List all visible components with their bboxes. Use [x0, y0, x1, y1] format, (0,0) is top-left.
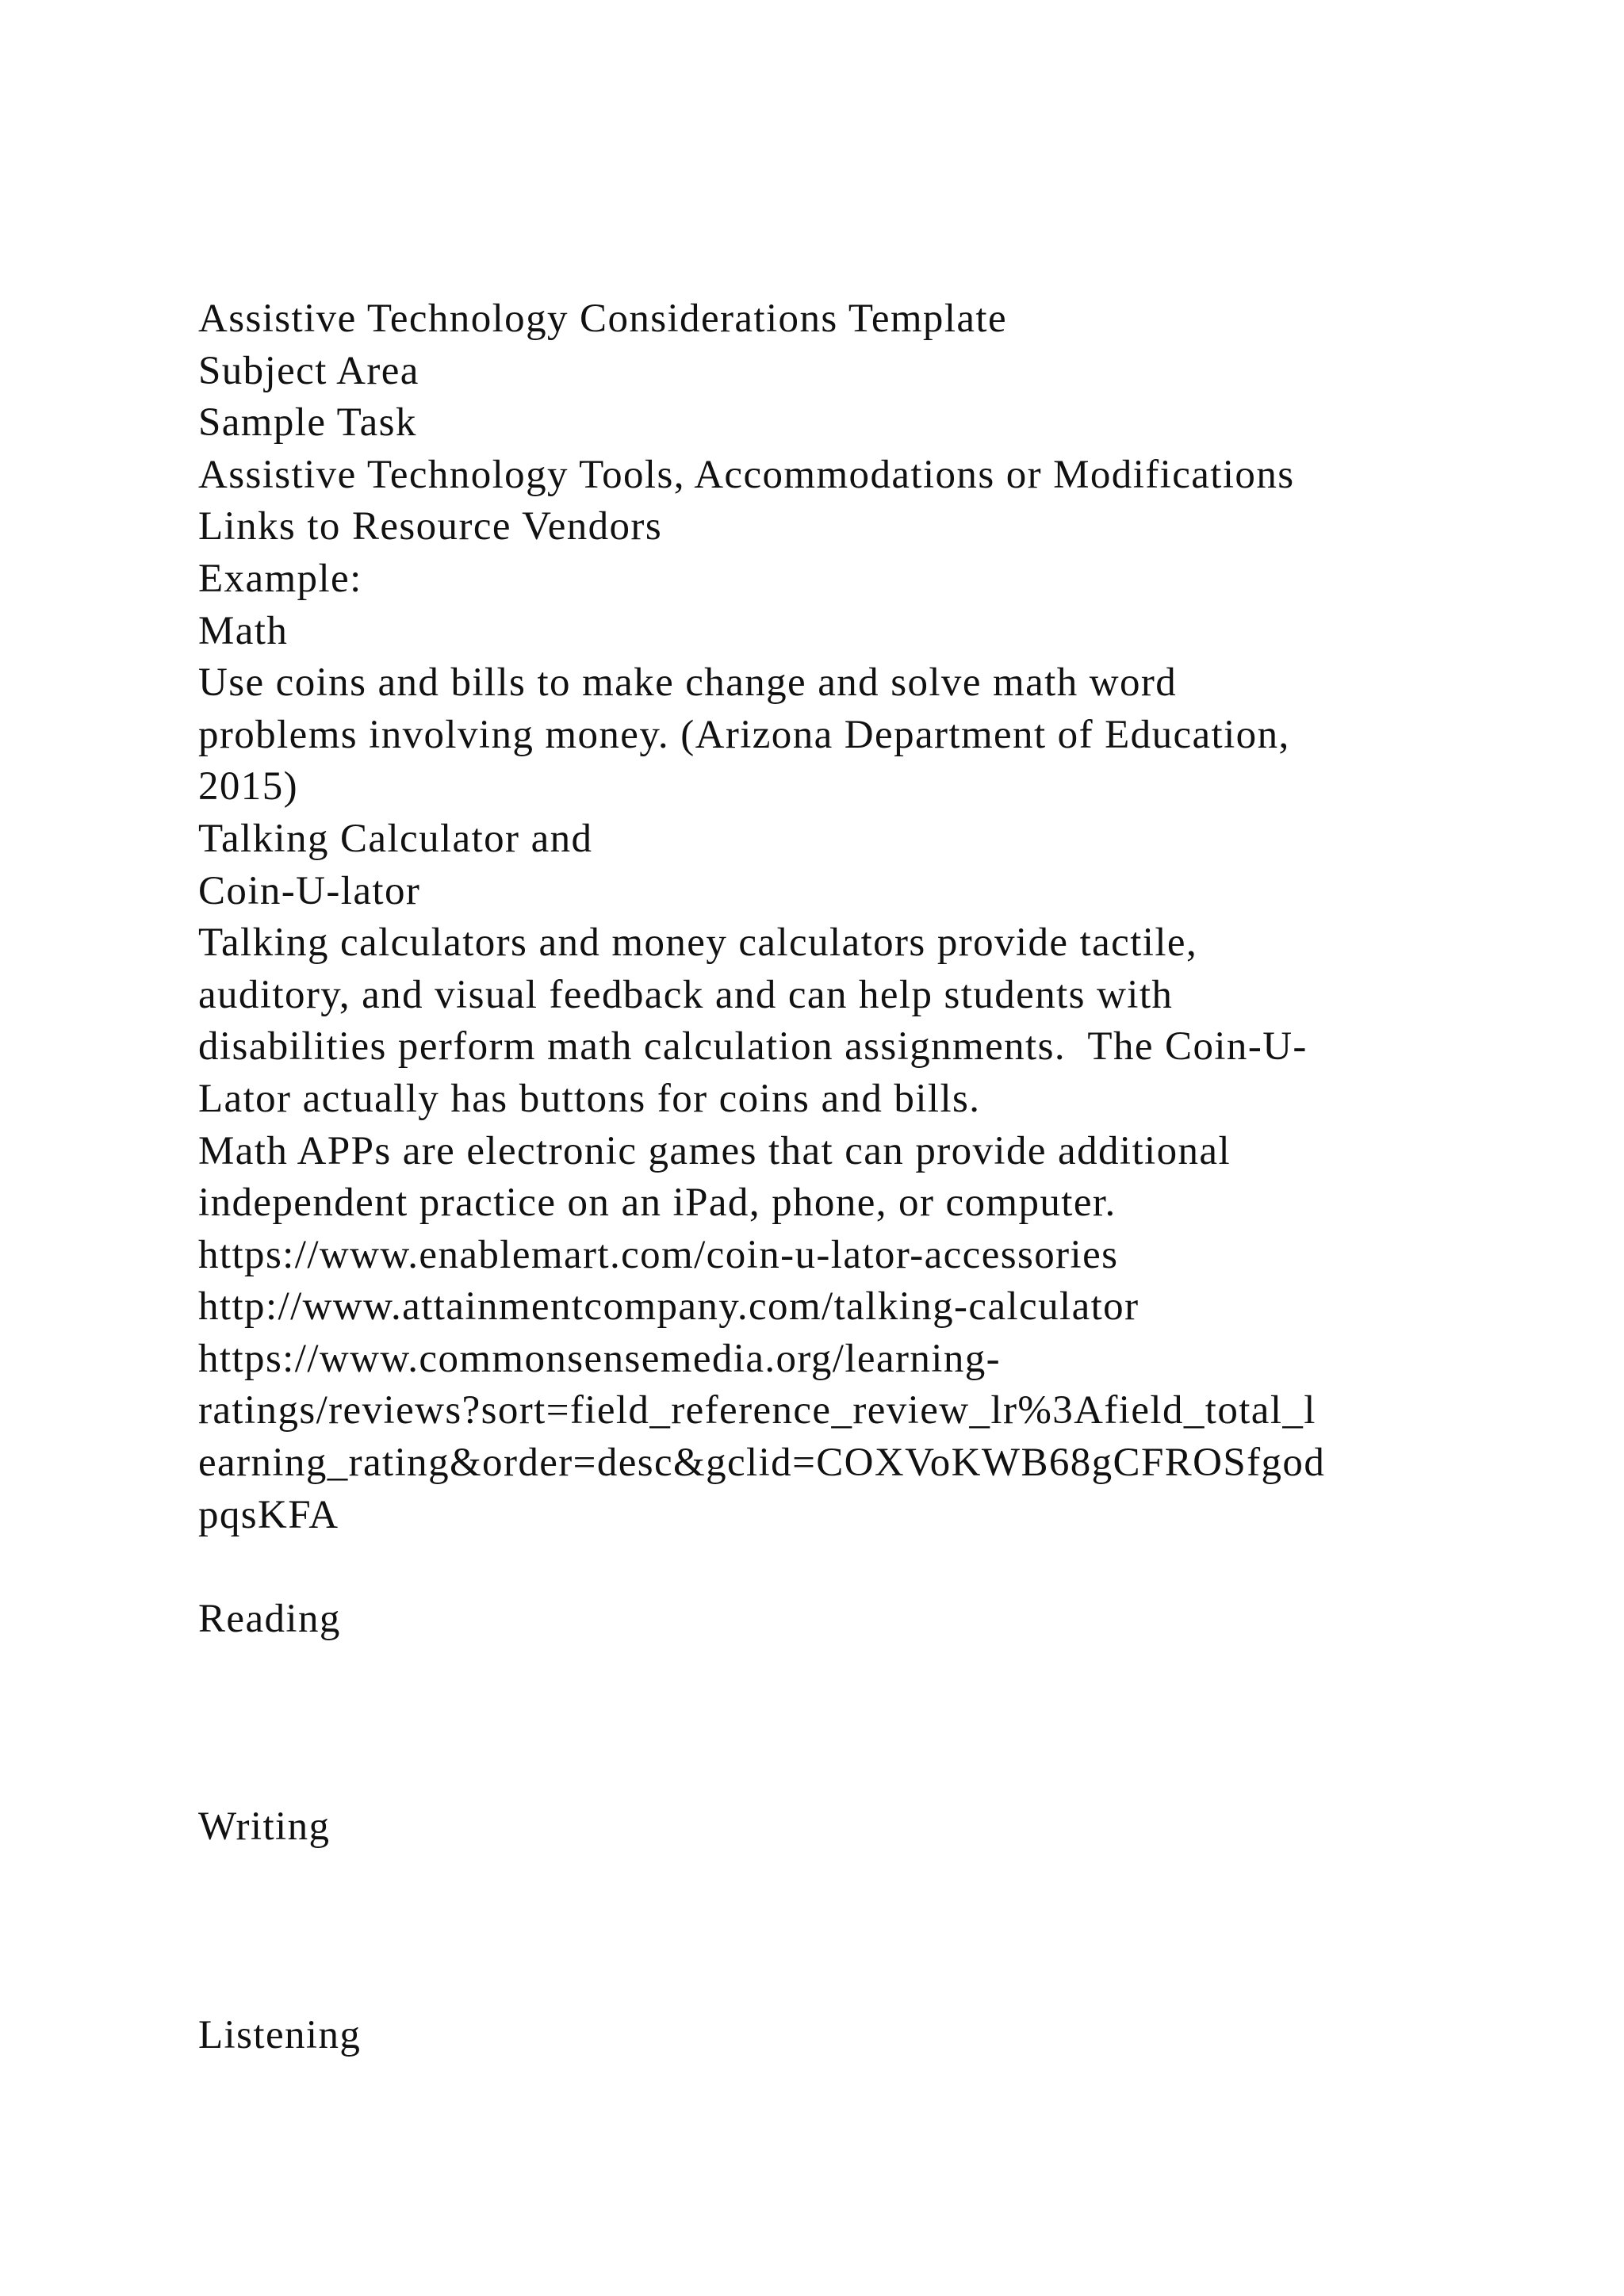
math-link-line: http://www.attainmentcompany.com/talking-calculator — [198, 1284, 1139, 1330]
header-sample-task: Sample Task — [198, 400, 417, 446]
math-task-line: problems involving money. (Arizona Department of Education, — [198, 712, 1290, 757]
math-description-line: Math APPs are electronic games that can provide additional — [198, 1128, 1231, 1173]
header-tools: Assistive Technology Tools, Accommodations or Modifications — [198, 452, 1295, 497]
reading-subject: Reading — [198, 1596, 341, 1641]
math-task-line: Use coins and bills to make change and solve math word — [198, 660, 1178, 706]
example-label: Example: — [198, 556, 362, 601]
spacer — [198, 1645, 1435, 1697]
spacer — [198, 1905, 1435, 1957]
math-tools-line: Coin-U-lator — [198, 868, 421, 913]
math-description-line: auditory, and visual feedback and can help students with — [198, 972, 1174, 1017]
document-text — [198, 293, 1435, 2061]
writing-subject: Writing — [198, 1804, 331, 1850]
math-link-line: https://www.commonsensemedia.org/learning- — [198, 1336, 1002, 1381]
spacer — [198, 1854, 1435, 1906]
math-link-line: https://www.enablemart.com/coin-u-lator-accessories — [198, 1232, 1119, 1277]
math-description-line: disabilities perform math calculation assignments. The Coin-U- — [198, 1024, 1308, 1070]
math-subject: Math — [198, 608, 289, 653]
spacer — [198, 1541, 1435, 1594]
math-task-line: 2015) — [198, 764, 298, 809]
math-description-line: Lator actually has buttons for coins and bills. — [198, 1076, 981, 1121]
math-link-line: ratings/reviews?sort=field_reference_review_lr%3Afield_total_l — [198, 1388, 1316, 1433]
math-description-line: Talking calculators and money calculators provide tactile, — [198, 920, 1198, 966]
spacer — [198, 1750, 1435, 1802]
math-tools-line: Talking Calculator and — [198, 816, 593, 861]
math-description-line: independent practice on an iPad, phone, or computer. — [198, 1181, 1116, 1226]
document-title: Assistive Technology Considerations Template — [198, 297, 1008, 341]
math-link-line: earning_rating&order=desc&gclid=COXVoKWB68gCFROSfgod — [198, 1441, 1326, 1486]
listening-subject: Listening — [198, 2012, 362, 2057]
spacer — [198, 1697, 1435, 1750]
spacer — [198, 1957, 1435, 2010]
header-subject-area: Subject Area — [198, 348, 419, 393]
header-links: Links to Resource Vendors — [198, 504, 663, 549]
math-link-line: pqsKFA — [198, 1492, 339, 1537]
